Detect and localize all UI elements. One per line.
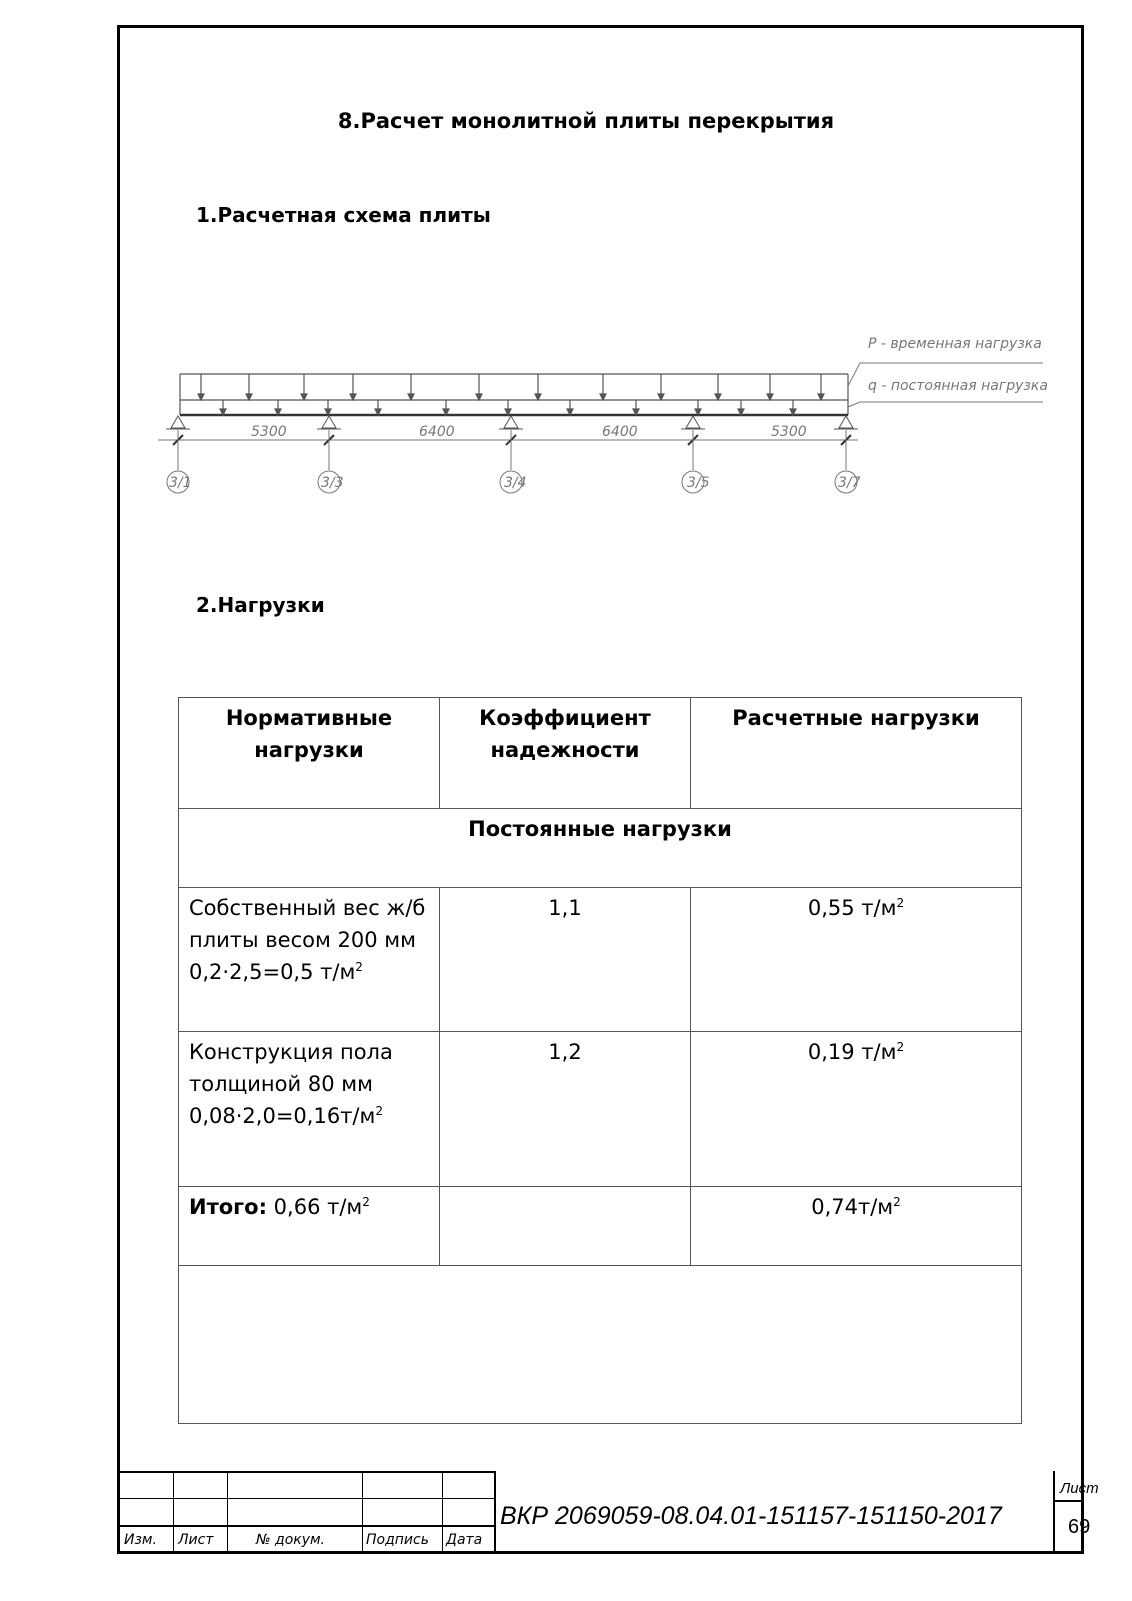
- support-icon: [686, 416, 700, 428]
- page-title: 8.Расчет монолитной плиты перекрытия: [337, 109, 835, 133]
- row2-normative: [179, 1032, 440, 1187]
- table-row: [179, 888, 1022, 1032]
- row2-coefficient: 1,2: [440, 1032, 691, 1187]
- group-permanent-loads: Постоянные нагрузки: [179, 809, 1022, 888]
- row1-text-3: 0,2·2,5=0,5 $т/м^2$: [189, 960, 363, 984]
- sheet-number: 69: [1068, 1516, 1091, 1538]
- row1-text-1: Собственный вес ж/б: [189, 896, 426, 920]
- table-row-empty: [179, 1266, 1022, 1424]
- stamp-col-date: Дата: [446, 1532, 483, 1548]
- span-label-3: 6400: [602, 424, 638, 440]
- row2-text-2: толщиной 80 мм: [189, 1072, 373, 1096]
- support-icon: [504, 416, 518, 428]
- axis-label-3-1: 3/1: [169, 475, 192, 491]
- span-label-2: 6400: [419, 424, 455, 440]
- permanent-load-label: q - постоянная нагрузка: [868, 378, 1048, 394]
- table-row-total: [179, 1187, 1022, 1266]
- support-icon: [839, 416, 853, 428]
- axis-label-3-5: 3/5: [687, 475, 710, 491]
- stamp-col-signature: Подпись: [366, 1532, 429, 1548]
- header-coefficient: Коэффициент надежности: [440, 698, 691, 809]
- row2-design: 0,19 $т/м^2$: [691, 1032, 1022, 1187]
- support-icon: [171, 416, 185, 428]
- header-normative: Нормативные нагрузки: [179, 698, 440, 809]
- row2-text-1: Конструкция пола: [189, 1040, 393, 1064]
- row1-coefficient: 1,1: [440, 888, 691, 1032]
- section-heading-scheme: 1.Расчетная схема плиты: [196, 203, 491, 227]
- row1-text-2: плиты весом 200 мм: [189, 928, 416, 952]
- stamp-col-docnum: № докум.: [256, 1532, 326, 1548]
- table-row: [179, 1032, 1022, 1187]
- total-design: $0,74т/м^2$: [691, 1187, 1022, 1266]
- axis-label-3-4: 3/4: [504, 475, 527, 491]
- temporary-load-label: P - временная нагрузка: [868, 336, 1042, 352]
- row2-text-3: $0,08\cdot 2,0=0,16т/м^2$: [189, 1104, 383, 1128]
- section-heading-loads: 2.Нагрузки: [196, 593, 325, 617]
- loads-table: [178, 697, 1022, 1424]
- axis-label-3-3: 3/3: [321, 475, 344, 491]
- stamp-col-change: Изм.: [124, 1532, 157, 1548]
- row1-design: 0,55 $т/м^2$: [691, 888, 1022, 1032]
- document-code: ВКР 2069059-08.04.01-151157-151150-2017: [500, 1502, 1002, 1530]
- empty-cell: [179, 1266, 1022, 1424]
- row1-normative: [179, 888, 440, 1032]
- support-icon: [322, 416, 336, 428]
- span-label-1: 5300: [251, 424, 287, 440]
- stamp-col-sheet: Лист: [178, 1532, 214, 1548]
- sheet-label: Лист: [1060, 1480, 1099, 1497]
- total-normative: Итого: 0,66 $т/м^2$: [179, 1187, 440, 1266]
- slab-design-scheme: [158, 290, 1058, 540]
- total-coefficient: [440, 1187, 691, 1266]
- span-label-4: 5300: [771, 424, 807, 440]
- header-design: Расчетные нагрузки: [691, 698, 1022, 809]
- axis-label-3-7: 3/7: [838, 475, 861, 491]
